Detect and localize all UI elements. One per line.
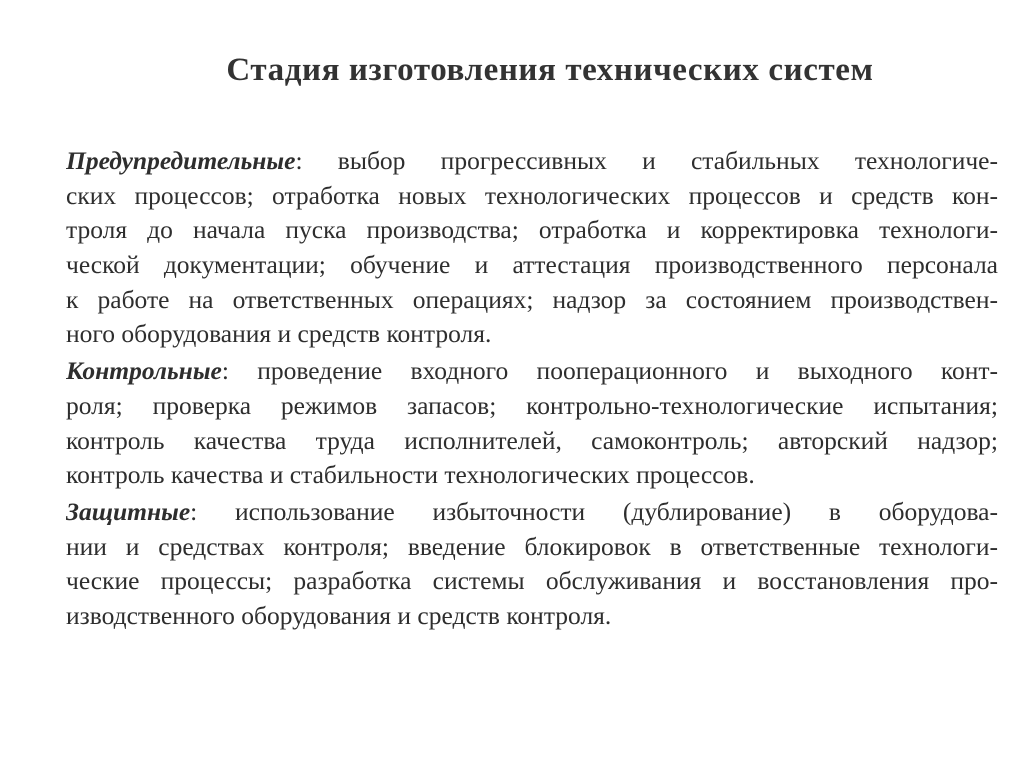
- paragraph-control-line-1: [66, 354, 998, 389]
- paragraph-protective-line-1: [66, 495, 998, 530]
- term-protective: Защитные: [66, 496, 191, 526]
- paragraph-preventive-line-2: ских процессов; отработка новых технологических процессов и средств кон-: [66, 180, 998, 210]
- paragraph-preventive-line-5: к работе на ответственных операциях; надзор за состоянием производствен-: [66, 284, 998, 314]
- paragraph-control-line-3: контроль качества труда исполнителей, самоконтроль; авторский надзор;: [66, 425, 998, 455]
- text-line: : проведение входного пооперационного и выходного конт-: [221, 356, 998, 386]
- paragraph-preventive-line-3: троля до начала пуска производства; отработка и корректировка технологи-: [66, 215, 998, 245]
- paragraph-preventive-line-6: ного оборудования и средств контроля.: [66, 319, 492, 349]
- slide-body: [66, 144, 998, 634]
- term-preventive: Предупредительные: [66, 146, 296, 175]
- slide-title: Стадия изготовления технических систем: [226, 52, 874, 88]
- text-line: : использование избыточности (дублирование) в оборудова-: [190, 496, 998, 526]
- paragraph-preventive-line-4: ческой документации; обучение и аттестация производственного персонала: [66, 250, 998, 280]
- text-line: : выбор прогрессивных и стабильных технологиче-: [295, 146, 998, 175]
- term-control: Контрольные: [66, 356, 222, 386]
- paragraph-control-line-2: роля; проверка режимов запасов; контрольно-технологические испытания;: [66, 390, 998, 420]
- paragraph-preventive-line-1: [66, 144, 998, 179]
- paragraph-protective-line-4: изводственного оборудования и средств контроля.: [66, 600, 612, 630]
- paragraph-protective-line-3: ческие процессы; разработка системы обслуживания и восстановления про-: [66, 566, 998, 596]
- paragraph-protective-line-2: нии и средствах контроля; введение блокировок в ответственные технологи-: [66, 531, 998, 561]
- paragraph-control-line-4: контроль качества и стабильности технологических процессов.: [66, 460, 755, 490]
